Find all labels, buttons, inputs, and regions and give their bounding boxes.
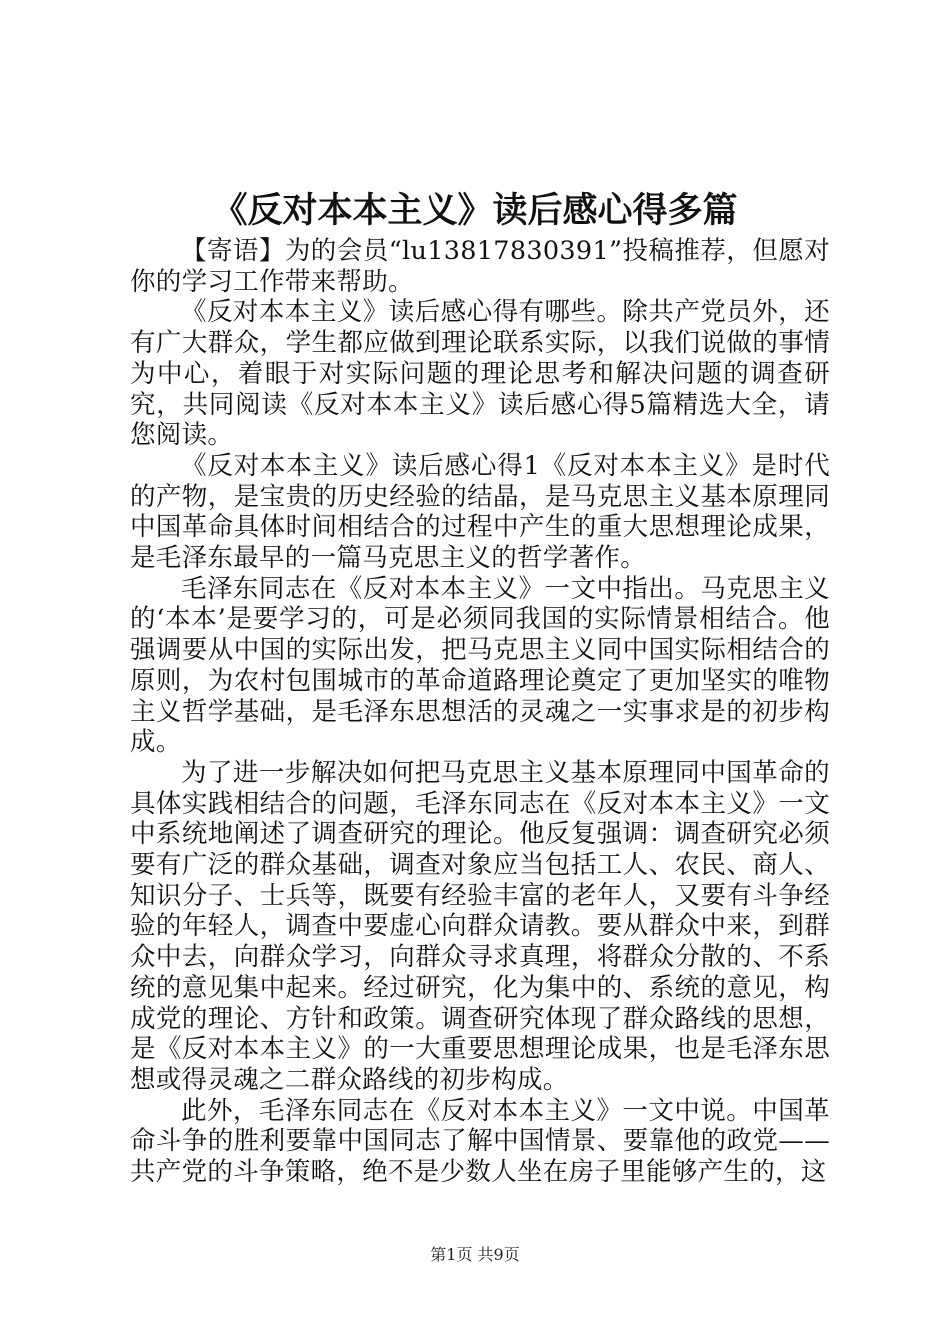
paragraph-foreword: 【寄语】为的会员“lu13817830391”投稿推荐，但愿对你的学习工作带来帮助。	[130, 236, 830, 297]
paragraph-book-learning: 毛泽东同志在《反对本本主义》一文中指出。马克思主义的‘本本’是要学习的，可是必须同我国的实际情景相结合。他强调要从中国的实际出发，把马克思主义同中国实际相结合的原则，为农村包围城市的革命道路理论奠定了更加坚实的唯物主义哲学基础，是毛泽东思想活的灵魂之一实事求是的初步构成。	[130, 573, 830, 758]
page-footer: 第1页 共9页	[430, 1245, 520, 1264]
paragraph-intro: 《反对本本主义》读后感心得有哪些。除共产党员外，还有广大群众，学生都应做到理论联系实际，以我们说做的事情为中心，着眼于对实际问题的理论思考和解决问题的调查研究，共同阅读《反对本本主义》读后感心得5篇精选大全，请您阅读。	[130, 297, 830, 451]
document-body	[130, 236, 830, 1188]
paragraph-investigation: 为了进一步解决如何把马克思主义基本原理同中国革命的具体实践相结合的问题，毛泽东同志在《反对本本主义》一文中系统地阐述了调查研究的理论。他反复强调：调查研究必须要有广泛的群众基础，调查对象应当包括工人、农民、商人、知识分子、士兵等，既要有经验丰富的老年人，又要有斗争经验的年轻人，调查中要虚心向群众请教。要从群众中来，到群众中去，向群众学习，向群众寻求真理，将群众分散的、不系统的意见集中起来。经过研究，化为集中的、系统的意见，构成党的理论、方针和政策。调查研究体现了群众路线的思想，是《反对本本主义》的一大重要思想理论成果，也是毛泽东思想或得灵魂之二群众路线的初步构成。	[130, 757, 830, 1095]
paragraph-moreover: 此外，毛泽东同志在《反对本本主义》一文中说。中国革命斗争的胜利要靠中国同志了解中国情景、要靠他的政党——共产党的斗争策略，绝不是少数人坐在房子里能够产生的，这	[130, 1095, 830, 1188]
paragraph-essay-1-start: 《反对本本主义》读后感心得1《反对本本主义》是时代的产物，是宝贵的历史经验的结晶，是马克思主义基本原理同中国革命具体时间相结合的过程中产生的重大思想理论成果，是毛泽东最早的一篇马克思主义的哲学著作。	[130, 450, 830, 574]
document-title: 《反对本本主义》读后感心得多篇	[212, 191, 738, 231]
